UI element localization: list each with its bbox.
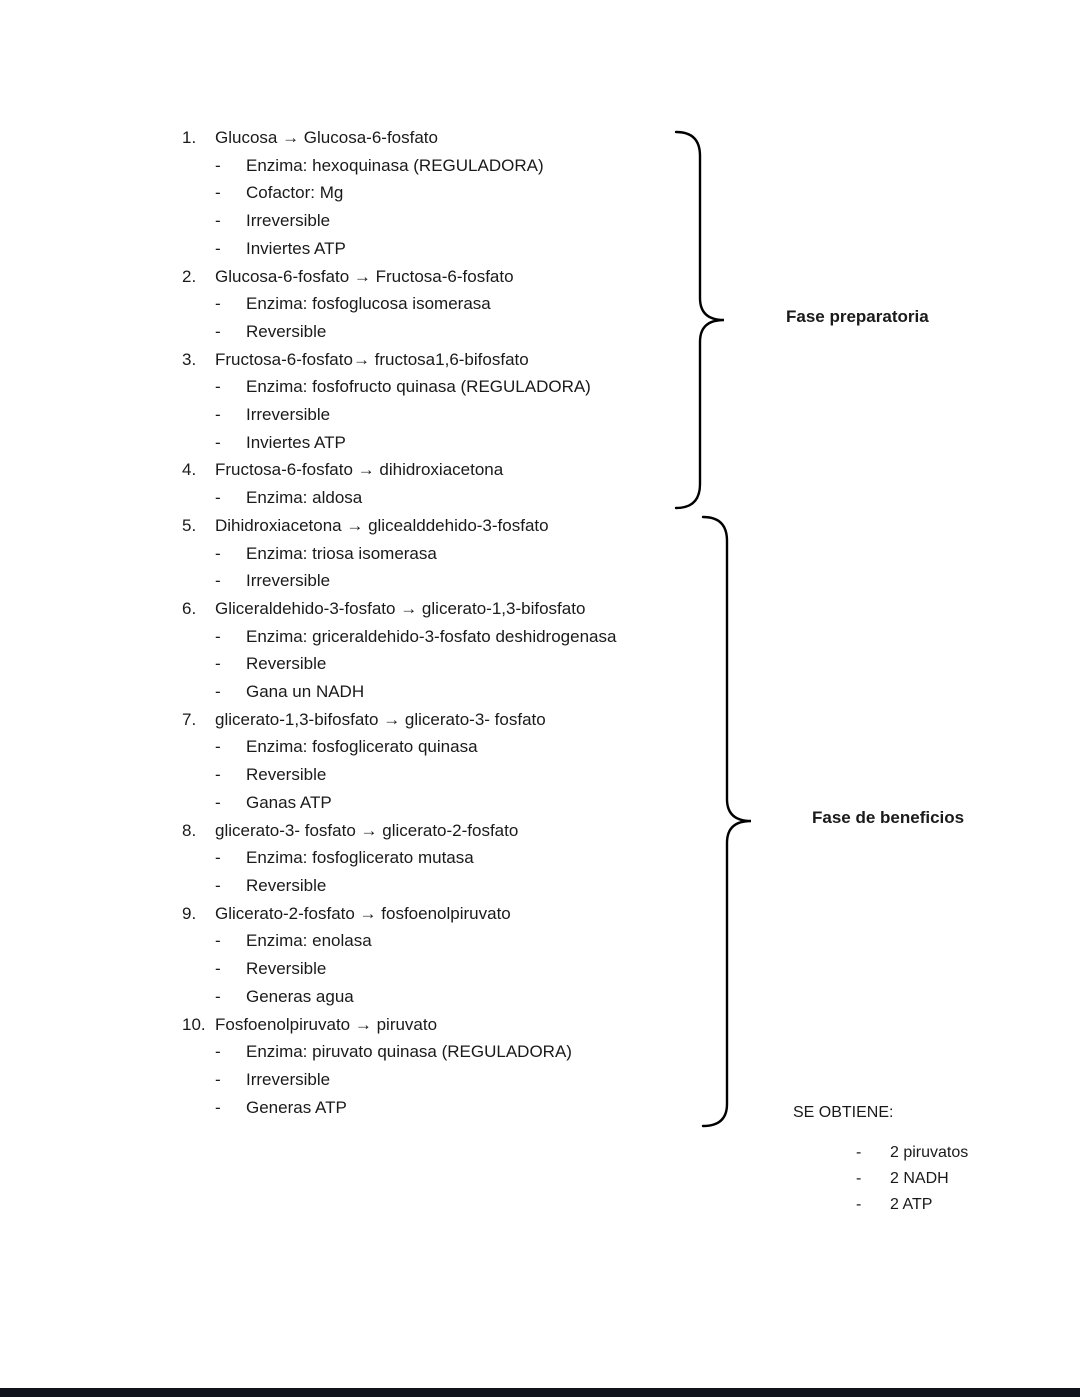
bullet-text: Enzima: triosa isomerasa: [246, 543, 437, 563]
bullet-text: Gana un NADH: [246, 682, 365, 702]
step-item-2: [182, 263, 722, 291]
dash-marker: -: [215, 737, 221, 757]
step-number: 8.: [182, 820, 197, 840]
bullet-text: Irreversible: [246, 571, 331, 591]
page-bottom-edge: [0, 1388, 1080, 1397]
bullet-text: Irreversible: [246, 405, 331, 425]
results-list: [856, 1140, 968, 1218]
dash-marker: -: [215, 155, 221, 175]
result-text: 2 ATP: [890, 1196, 933, 1213]
step-title: Glucosa → Glucosa-6-fosfato: [215, 128, 438, 147]
bullet-text: Enzima: piruvato quinasa (REGULADORA): [246, 1042, 572, 1062]
step-item-4: [182, 456, 722, 484]
dash-marker: -: [215, 1069, 221, 1089]
dash-marker: -: [215, 626, 221, 646]
dash-marker: -: [215, 931, 221, 951]
step-bullet: [215, 872, 722, 900]
result-text: 2 NADH: [890, 1170, 949, 1187]
step-bullet: [215, 844, 722, 872]
step-title: Dihidroxiacetona → glicealddehido-3-fosfato: [215, 515, 549, 535]
result-item: [856, 1192, 968, 1218]
dash-marker: -: [215, 1042, 221, 1062]
step-item-10: [182, 1011, 722, 1039]
step-item-8: [182, 817, 722, 845]
step-title: Glicerato-2-fosfato → fosfoenolpiruvato: [215, 903, 511, 923]
step-bullet: [215, 789, 722, 817]
bullet-text: Enzima: hexoquinasa (REGULADORA): [246, 155, 544, 175]
step-bullet: [215, 623, 722, 651]
step-bullet: [215, 179, 722, 207]
step-title: Fosfoenolpiruvato → piruvato: [215, 1014, 438, 1034]
bullet-text: Ganas ATP: [246, 792, 332, 812]
dash-marker: -: [856, 1170, 862, 1187]
bullet-text: Inviertes ATP: [246, 432, 346, 452]
step-bullet: [215, 235, 722, 263]
step-item-9: [182, 900, 722, 928]
step-bullet: [215, 484, 722, 512]
brace-fase-beneficios: [701, 515, 755, 1128]
dash-marker: -: [215, 875, 221, 895]
bullet-text: Enzima: enolasa: [246, 931, 372, 951]
step-item-6: [182, 595, 722, 623]
bullet-text: Enzima: fosfoglicerato quinasa: [246, 737, 478, 757]
phase-label-preparatoria: Fase preparatoria: [786, 307, 929, 326]
results-heading: SE OBTIENE:: [793, 1104, 894, 1121]
dash-marker: -: [215, 654, 221, 674]
dash-marker: -: [215, 488, 221, 508]
step-bullet: [215, 207, 722, 235]
bullet-text: Reversible: [246, 765, 327, 785]
dash-marker: -: [215, 405, 221, 425]
step-title: Fructosa-6-fosfato→ fructosa1,6-bifosfato: [215, 349, 529, 369]
step-bullet: [215, 983, 722, 1011]
dash-marker: -: [215, 294, 221, 314]
step-bullet: [215, 955, 722, 983]
step-bullet: [215, 152, 722, 180]
step-number: 6.: [182, 598, 197, 618]
dash-marker: -: [215, 377, 221, 397]
bullet-text: Enzima: griceraldehido-3-fosfato deshidrogenasa: [246, 626, 617, 646]
step-bullet: [215, 733, 722, 761]
step-number: 1.: [182, 128, 197, 147]
dash-marker: -: [215, 321, 221, 341]
step-bullet: [215, 429, 722, 457]
step-bullet: [215, 318, 722, 346]
bullet-text: Reversible: [246, 654, 327, 674]
bullet-text: Reversible: [246, 875, 327, 895]
step-title: glicerato-1,3-bifosfato → glicerato-3- fosfato: [215, 709, 546, 729]
bullet-text: Enzima: fosfofructo quinasa (REGULADORA): [246, 377, 591, 397]
dash-marker: -: [856, 1196, 862, 1213]
dash-marker: -: [215, 238, 221, 258]
dash-marker: -: [215, 765, 221, 785]
bullet-text: Generas agua: [246, 986, 354, 1006]
bullet-text: Reversible: [246, 959, 327, 979]
bullet-text: Enzima: fosfoglicerato mutasa: [246, 848, 474, 868]
dash-marker: -: [215, 959, 221, 979]
step-bullet: [215, 1038, 722, 1066]
step-bullet: [215, 1094, 722, 1122]
step-item-5: [182, 512, 722, 540]
bullet-text: Inviertes ATP: [246, 238, 346, 258]
bullet-text: Irreversible: [246, 211, 331, 231]
bullet-text: Enzima: fosfoglucosa isomerasa: [246, 294, 491, 314]
step-bullet: [215, 1066, 722, 1094]
glycolysis-notes-list: [182, 124, 722, 1121]
result-text: 2 piruvatos: [890, 1144, 969, 1161]
bullet-text: Enzima: aldosa: [246, 488, 363, 508]
step-bullet: [215, 401, 722, 429]
step-number: 4.: [182, 460, 197, 480]
bullet-text: Irreversible: [246, 1069, 331, 1089]
bullet-text: Reversible: [246, 321, 327, 341]
step-title: Glucosa-6-fosfato → Fructosa-6-fosfato: [215, 266, 514, 286]
step-title: glicerato-3- fosfato → glicerato-2-fosfato: [215, 820, 519, 840]
bullet-text: Cofactor: Mg: [246, 183, 344, 203]
dash-marker: -: [856, 1144, 862, 1161]
bullet-text: Generas ATP: [246, 1097, 347, 1117]
dash-marker: -: [215, 792, 221, 812]
dash-marker: -: [215, 682, 221, 702]
dash-marker: -: [215, 543, 221, 563]
step-bullet: [215, 761, 722, 789]
step-number: 2.: [182, 266, 197, 286]
step-bullet: [215, 540, 722, 568]
step-bullet: [215, 373, 722, 401]
result-item: [856, 1166, 968, 1192]
dash-marker: -: [215, 571, 221, 591]
step-number: 5.: [182, 515, 197, 535]
result-item: [856, 1140, 968, 1166]
step-number: 10.: [182, 1014, 206, 1034]
step-bullet: [215, 678, 722, 706]
step-item-7: [182, 706, 722, 734]
step-item-1: [182, 124, 722, 152]
phase-label-beneficios: Fase de beneficios: [812, 808, 965, 827]
step-number: 3.: [182, 349, 197, 369]
step-bullet: [215, 927, 722, 955]
dash-marker: -: [215, 1097, 221, 1117]
step-title: Fructosa-6-fosfato → dihidroxiacetona: [215, 460, 504, 480]
step-bullet: [215, 567, 722, 595]
step-number: 9.: [182, 903, 197, 923]
dash-marker: -: [215, 432, 221, 452]
dash-marker: -: [215, 183, 221, 203]
dash-marker: -: [215, 848, 221, 868]
brace-fase-preparatoria: [674, 130, 728, 510]
step-number: 7.: [182, 709, 197, 729]
dash-marker: -: [215, 986, 221, 1006]
dash-marker: -: [215, 211, 221, 231]
step-item-3: [182, 346, 722, 374]
step-title: Gliceraldehido-3-fosfato → glicerato-1,3-bifosfato: [215, 598, 586, 618]
step-bullet: [215, 650, 722, 678]
step-bullet: [215, 290, 722, 318]
